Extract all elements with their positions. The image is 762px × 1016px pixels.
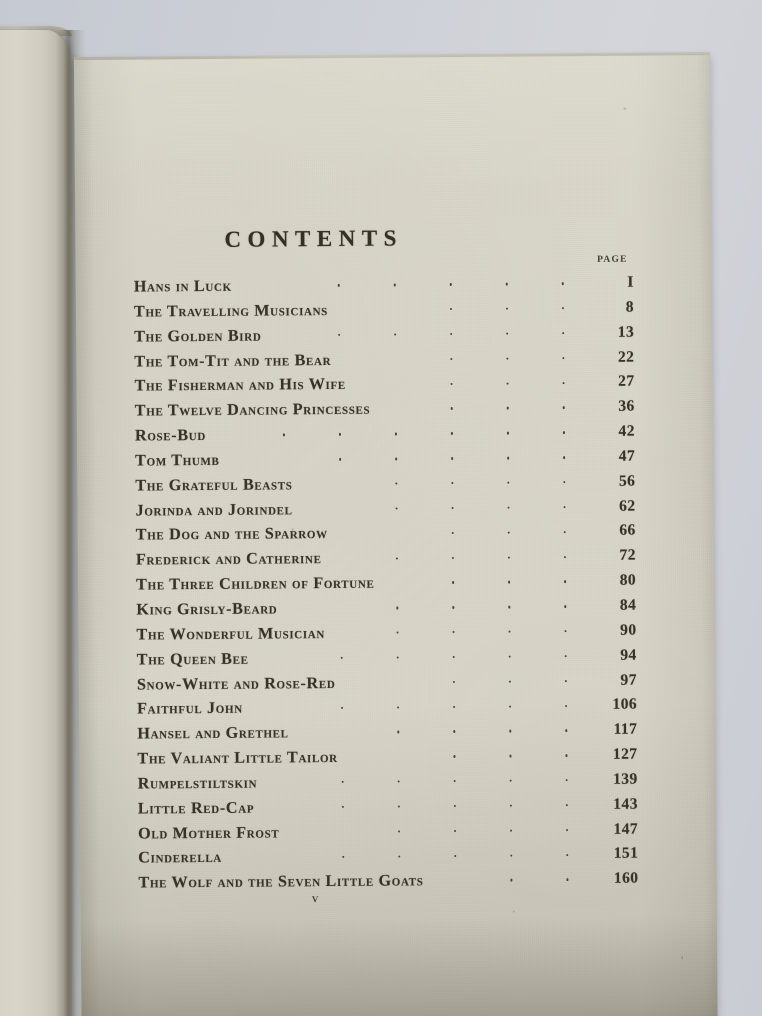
toc-dot-leader bbox=[396, 619, 567, 645]
toc-entry-title: Hans in Luck bbox=[133, 276, 232, 296]
dot-leader-dot bbox=[506, 407, 508, 409]
page-content bbox=[74, 55, 718, 1016]
toc-entry-title: Jorinda and Jorindel bbox=[135, 499, 293, 520]
dot-leader-dot bbox=[452, 581, 454, 583]
toc-dot-leader bbox=[450, 371, 565, 397]
dot-leader-dot bbox=[564, 655, 566, 657]
dot-leader-dot bbox=[451, 432, 453, 434]
dot-leader-dot bbox=[398, 830, 400, 832]
toc-entry-page-number: 22 bbox=[617, 348, 635, 366]
dot-leader-dot bbox=[398, 855, 400, 857]
toc-dot-leader bbox=[338, 321, 565, 348]
dot-leader-dot bbox=[506, 382, 508, 384]
toc-dot-leader bbox=[395, 544, 566, 570]
dot-leader-dot bbox=[562, 407, 564, 409]
toc-entry-page-number: 139 bbox=[613, 770, 638, 788]
dot-leader-dot bbox=[452, 606, 454, 608]
toc-entry-page-number: 72 bbox=[619, 546, 636, 565]
dot-leader-dot bbox=[507, 482, 509, 484]
dot-leader-dot bbox=[566, 829, 568, 831]
toc-dot-leader bbox=[340, 644, 567, 671]
toc-entry-page-number: 42 bbox=[618, 422, 635, 440]
dot-leader-dot bbox=[393, 284, 395, 286]
toc-dot-leader bbox=[283, 420, 565, 447]
dot-leader-dot bbox=[565, 730, 567, 732]
toc-dot-leader bbox=[395, 495, 566, 521]
dot-leader-dot bbox=[452, 557, 454, 559]
dot-leader-dot bbox=[451, 457, 453, 459]
toc-dot-leader bbox=[397, 718, 568, 744]
dot-leader-dot bbox=[564, 605, 566, 607]
dot-leader-dot bbox=[397, 781, 399, 783]
toc-entry-title: The Queen Bee bbox=[136, 649, 249, 669]
toc-entry-page-number: 84 bbox=[619, 596, 637, 614]
toc-dot-leader bbox=[337, 271, 564, 298]
dot-leader-dot bbox=[563, 431, 565, 433]
toc-entry-page-number: 8 bbox=[625, 298, 635, 316]
dot-leader-dot bbox=[505, 283, 507, 285]
dot-leader-dot bbox=[509, 680, 511, 682]
dot-leader-dot bbox=[507, 432, 509, 434]
toc-dot-leader bbox=[341, 793, 568, 820]
toc-entry-title: King Grisly-Beard bbox=[136, 599, 278, 619]
toc-entry-title: The Fisherman and His Wife bbox=[134, 375, 346, 395]
dot-leader-dot bbox=[566, 879, 568, 881]
dot-leader-dot bbox=[451, 507, 453, 509]
toc-entry-page-number: 143 bbox=[613, 795, 638, 813]
dot-leader-dot bbox=[564, 580, 566, 582]
toc-dot-leader bbox=[450, 346, 565, 372]
dot-leader-dot bbox=[565, 804, 567, 806]
dot-leader-dot bbox=[509, 755, 511, 757]
toc-entry-page-number: 36 bbox=[618, 397, 635, 415]
dot-leader-dot bbox=[454, 855, 456, 857]
toc-entry-title: The Twelve Dancing Princesses bbox=[134, 399, 371, 420]
toc-dot-leader bbox=[451, 520, 566, 546]
dot-leader-dot bbox=[510, 829, 512, 831]
toc-entry-page-number: 117 bbox=[613, 720, 638, 738]
dot-leader-dot bbox=[562, 332, 564, 334]
dot-leader-dot bbox=[453, 730, 455, 732]
toc-dot-leader bbox=[452, 569, 567, 595]
toc-entry-page-number: 27 bbox=[618, 372, 635, 391]
dot-leader-dot bbox=[508, 631, 510, 633]
contents-page bbox=[74, 55, 718, 1016]
dot-leader-dot bbox=[453, 755, 455, 757]
dot-leader-dot bbox=[450, 407, 452, 409]
dot-leader-dot bbox=[562, 357, 564, 359]
dot-leader-dot bbox=[394, 333, 396, 335]
dot-leader-dot bbox=[337, 284, 339, 286]
dot-leader-dot bbox=[508, 581, 510, 583]
dot-leader-dot bbox=[509, 705, 511, 707]
toc-entry-title: The Valiant Little Tailor bbox=[137, 747, 338, 768]
dot-leader-dot bbox=[510, 854, 512, 856]
toc-dot-leader bbox=[450, 395, 565, 421]
toc-entry-title: The Grateful Beasts bbox=[135, 475, 293, 495]
toc-entry-title: Cinderella bbox=[138, 848, 222, 867]
dot-leader-dot bbox=[397, 731, 399, 733]
dot-leader-dot bbox=[395, 482, 397, 484]
dot-leader-dot bbox=[566, 854, 568, 856]
dot-leader-dot bbox=[450, 383, 452, 385]
dot-leader-dot bbox=[507, 506, 509, 508]
dot-leader-dot bbox=[339, 458, 341, 460]
dot-leader-dot bbox=[342, 856, 344, 858]
toc-entry-page-number: 90 bbox=[620, 621, 637, 639]
dot-leader-dot bbox=[396, 656, 398, 658]
toc-entry-title: The Tom-Tit and the Bear bbox=[134, 350, 332, 371]
dot-leader-dot bbox=[398, 805, 400, 807]
toc-dot-leader bbox=[450, 296, 565, 322]
dot-leader-dot bbox=[449, 283, 451, 285]
dot-leader-dot bbox=[395, 458, 397, 460]
dot-leader-dot bbox=[452, 631, 454, 633]
toc-entry-title: Tom Thumb bbox=[135, 450, 220, 470]
page-column-header: PAGE bbox=[597, 254, 628, 265]
dot-leader-dot bbox=[563, 481, 565, 483]
dot-leader-dot bbox=[340, 657, 342, 659]
toc-dot-leader bbox=[398, 818, 569, 844]
toc-entry-title: The Three Children of Fortune bbox=[136, 573, 375, 594]
dot-leader-dot bbox=[562, 382, 564, 384]
dot-leader-dot bbox=[509, 780, 511, 782]
toc-entry-title: The Golden Bird bbox=[134, 326, 262, 346]
dot-leader-dot bbox=[506, 357, 508, 359]
dot-leader-dot bbox=[451, 532, 453, 534]
toc-entry-title: Snow-White and Rose-Red bbox=[136, 673, 336, 694]
dot-leader-dot bbox=[397, 706, 399, 708]
toc-entry-page-number: 147 bbox=[613, 820, 639, 838]
dot-leader-dot bbox=[395, 433, 397, 435]
toc-entry-page-number: 66 bbox=[619, 522, 636, 540]
toc-entry-title: Rumpelstiltskin bbox=[137, 773, 258, 793]
toc-dot-leader bbox=[341, 768, 568, 795]
dot-leader-dot bbox=[395, 507, 397, 509]
dot-leader-dot bbox=[450, 308, 452, 310]
toc-entry-page-number: 94 bbox=[620, 646, 637, 664]
dot-leader-dot bbox=[450, 358, 452, 360]
toc-entry-title: Old Mother Frost bbox=[138, 822, 280, 843]
dot-leader-dot bbox=[396, 557, 398, 559]
toc-entry-title: The Wolf and the Seven Little Goats bbox=[138, 871, 424, 892]
dot-leader-dot bbox=[453, 706, 455, 708]
dot-leader-dot bbox=[341, 781, 343, 783]
dot-leader-dot bbox=[509, 730, 511, 732]
dot-leader-dot bbox=[565, 705, 567, 707]
toc-dot-leader bbox=[342, 843, 569, 870]
dot-leader-dot bbox=[453, 780, 455, 782]
dot-leader-dot bbox=[510, 879, 512, 881]
dot-leader-dot bbox=[341, 706, 343, 708]
dot-leader-dot bbox=[283, 434, 285, 436]
toc-dot-leader bbox=[339, 445, 566, 472]
dot-leader-dot bbox=[506, 308, 508, 310]
dot-leader-dot bbox=[565, 779, 567, 781]
toc-entry-title: Rose-Bud bbox=[134, 426, 207, 445]
dot-leader-dot bbox=[453, 681, 455, 683]
dot-leader-dot bbox=[561, 282, 563, 284]
toc-entry-title: Frederick and Catherine bbox=[135, 549, 322, 569]
toc-entry-page-number: 62 bbox=[619, 497, 636, 515]
dot-leader-dot bbox=[564, 680, 566, 682]
dot-leader-dot bbox=[565, 754, 567, 756]
dot-leader-dot bbox=[509, 805, 511, 807]
toc-entry-title: Little Red-Cap bbox=[137, 798, 255, 818]
toc-dot-leader bbox=[396, 594, 567, 620]
dot-leader-dot bbox=[563, 456, 565, 458]
page-title: CONTENTS bbox=[224, 225, 404, 252]
dot-leader-dot bbox=[562, 307, 564, 309]
toc-entry-title: The Dog and the Sparrow bbox=[135, 524, 328, 544]
dot-leader-dot bbox=[507, 531, 509, 533]
dot-leader-dot bbox=[563, 506, 565, 508]
dot-leader-dot bbox=[396, 607, 398, 609]
dot-leader-dot bbox=[338, 334, 340, 336]
dot-leader-dot bbox=[396, 631, 398, 633]
dot-leader-dot bbox=[508, 556, 510, 558]
toc-entry-page-number: 160 bbox=[613, 869, 639, 888]
dot-leader-dot bbox=[506, 333, 508, 335]
toc-entry-title: Hansel and Grethel bbox=[137, 723, 289, 743]
dot-leader-dot bbox=[450, 333, 452, 335]
dot-leader-dot bbox=[564, 556, 566, 558]
dot-leader-dot bbox=[508, 655, 510, 657]
dot-leader-dot bbox=[454, 805, 456, 807]
table-of-contents-list bbox=[134, 271, 639, 896]
dot-leader-dot bbox=[339, 433, 341, 435]
toc-entry-page-number: 13 bbox=[617, 323, 635, 341]
toc-dot-leader bbox=[341, 693, 568, 720]
toc-entry-page-number: 47 bbox=[618, 447, 636, 465]
dot-leader-dot bbox=[508, 606, 510, 608]
toc-entry-page-number: 106 bbox=[612, 695, 638, 714]
toc-dot-leader bbox=[452, 669, 567, 695]
toc-entry-title: The Wonderful Musician bbox=[136, 623, 326, 644]
toc-entry-page-number: 80 bbox=[619, 571, 637, 589]
dot-leader-dot bbox=[454, 830, 456, 832]
toc-entry-page-number: 56 bbox=[618, 472, 636, 490]
toc-entry-title: Faithful John bbox=[137, 699, 243, 718]
dot-leader-dot bbox=[452, 656, 454, 658]
toc-dot-leader bbox=[453, 743, 568, 769]
toc-entry-title: The Travelling Musicians bbox=[133, 300, 328, 321]
dot-leader-dot bbox=[342, 806, 344, 808]
toc-entry-page-number: I bbox=[627, 273, 634, 291]
folio-number: v bbox=[311, 890, 320, 906]
toc-entry-page-number: 97 bbox=[620, 671, 637, 689]
dot-leader-dot bbox=[507, 457, 509, 459]
toc-entry-page-number: 151 bbox=[613, 844, 639, 863]
dot-leader-dot bbox=[563, 531, 565, 533]
dot-leader-dot bbox=[451, 482, 453, 484]
toc-entry-page-number: 127 bbox=[612, 745, 638, 763]
toc-dot-leader bbox=[395, 470, 566, 496]
dot-leader-dot bbox=[564, 630, 566, 632]
